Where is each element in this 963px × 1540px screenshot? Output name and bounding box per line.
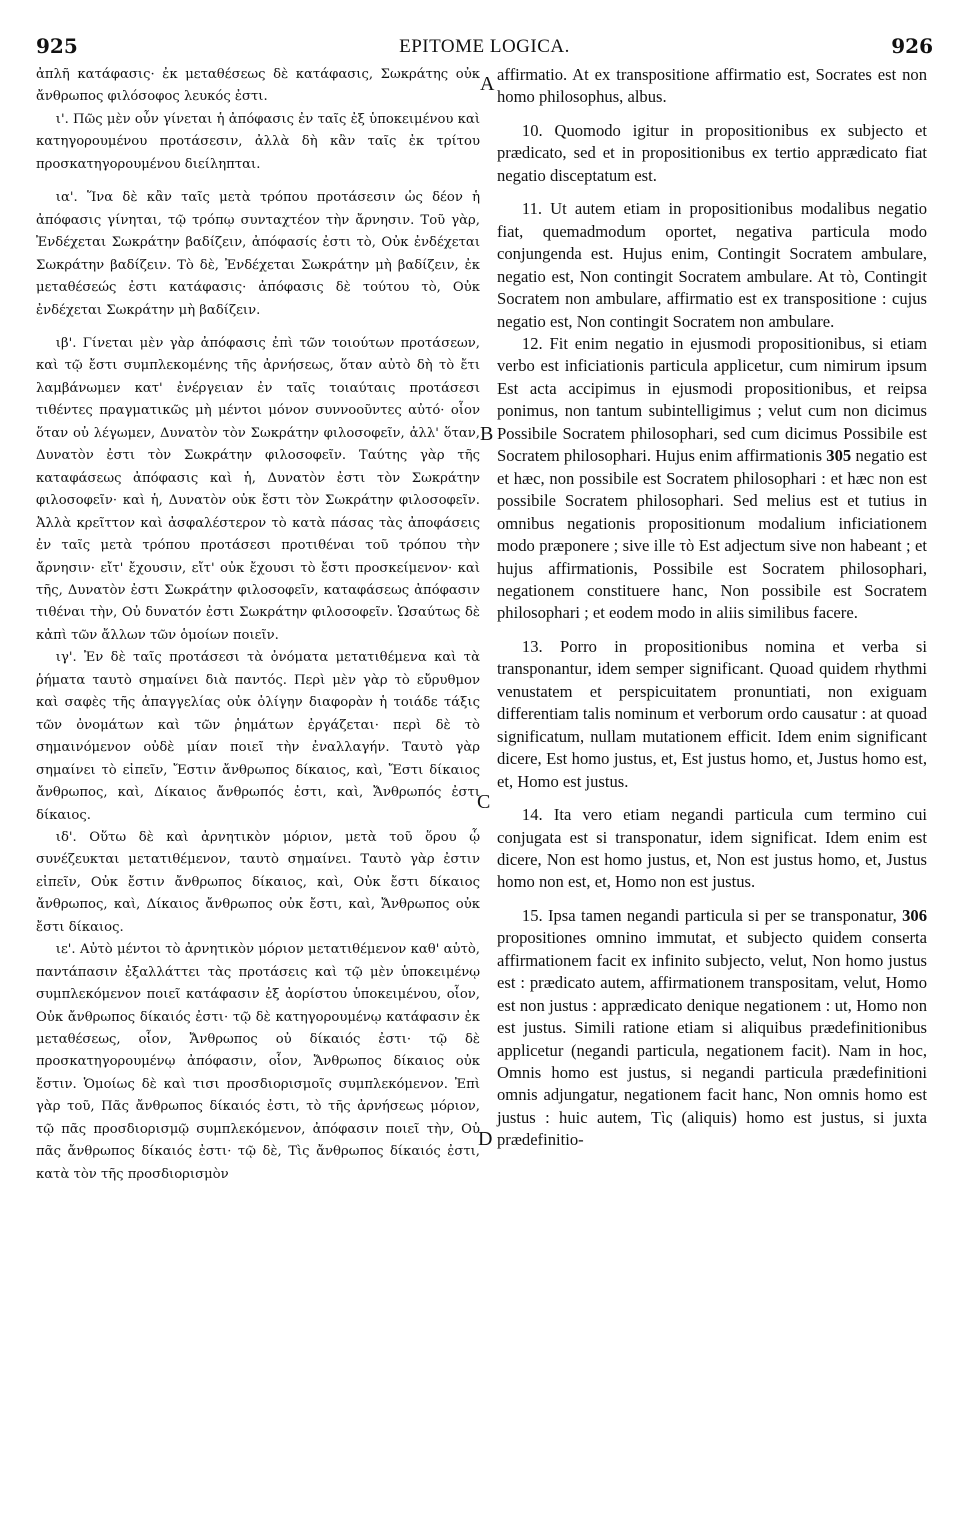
- greek-paragraph: ιε'. Αὐτὸ μέντοι τὸ ἀρνητικὸν μόριον μετατιθέμενον καθ' αὑτὸ, παντάπασιν ἐξαλλάττει τὰς προτάσεις καὶ τῷ μὲν ὑποκειμένῳ συμπλεκόμενον ποιεῖ κατάφασιν ἐξ ἀορίστου ὑποκειμένου, οἷον, Οὐκ ἄνθρωπος δίκαιός ἐστι· τῷ δὲ κατηγορουμένῳ κατάφασιν ἐκ μεταθέσεως, οἷον, Ἄνθρωπος οὐ δίκαιός ἐστι· τῷ δὲ προσκατηγορουμένῳ ἀπόφασιν, οἷον, Ἄνθρωπος δίκαιος οὐκ ἔστιν. Ὁμοίως δὲ καὶ τισι προσδιορισμοῖς συμπλεκόμενον. Ἐπὶ γὰρ τοῦ, Πᾶς ἄνθρωπος δίκαιός ἐστι, τὸ τῆς ἀρνήσεως μόριον, τῷ πᾶς προσδιορισμῷ συμπλεκόμενον, ἀπόφασιν ποιεῖ τὴν, Οὐ πᾶς ἄνθρωπος δίκαιός ἐστι· τῷ δὲ, Τὶς ἄνθρωπος δίκαιός ἐστι, κατὰ τὸν τῆς προσδιορισμὸν: [36, 942, 480, 1182]
- latin-paragraph: 10. Quomodo igitur in propositionibus ex subjecto et prædicato, sed et in propositionibus ex tertio apprædicato fiat negatio disceptatum est.: [497, 120, 927, 185]
- running-header: [36, 34, 933, 62]
- latin-paragraph: [497, 905, 927, 1152]
- greek-paragraph: ἀπλῆ κατάφασις· ἐκ μεταθέσεως δὲ κατάφασις, Σωκράτης οὐκ ἄνθρωπος φιλόσοφος λευκός ἐστι.: [36, 67, 480, 105]
- latin-paragraph: [497, 333, 927, 625]
- margin-letter-b: B: [480, 423, 494, 445]
- greek-paragraph: ιβ'. Γίνεται μὲν γὰρ ἀπόφασις ἐπὶ τῶν τοιούτων προτάσεων, καὶ τῷ ἔστι συμπλεκομένης τῆς ἀρνήσεως, ὅταν αὐτὸ δὴ τὸ ἔτι λαμβάνωμεν κατ' ἐνέργειαν ἐν ταῖς τοιαύταις προτάσεσι τιθέντες πραγματικῶς μὴ μέντοι μόνον συννοοῦντες αὐτό· οἷον ὅταν οὐ λέγωμεν, Δυνατὸν τὸν Σωκράτην φιλοσοφεῖν, ἀλλ' ὅταν, Δυνατὸν ἐστι τὸν Σωκράτην φιλοσοφεῖν. Ταύτης γὰρ τῆς καταφάσεως ἀπόφασις καὶ ἡ, Δυνατὸν ἐστι τὸν Σωκράτην φιλοσοφεῖν· καὶ ἡ, Δυνατὸν οὐκ ἔστι τὸν Σωκράτην φιλοσοφεῖν. Ἀλλὰ κρεῖττον καὶ ἀσφαλέστερον τὸ κατὰ πάσας τὰς ἀποφάσεις ἐν ταῖς μετὰ τρόπου προτάσεσι προτιθέναι τοῦ τρόπου τὴν ἄρνησιν· εἴτ' ἔχουσιν, εἴτ' οὐκ ἔχουσι τὸ ἔστι προσκείμενον· καὶ τῆς, Δυνατὸν ἐστι Σωκράτην φιλοσοφεῖν, καταφάσεως ἀπόφασιν τιθέναι τὴν, Οὐ δυνατόν ἐστι Σωκράτην φιλοσοφεῖν. Ὡσαύτως δὲ κἀπὶ τῶν ἄλλων τῶν ὁμοίων ποιεῖν.: [36, 335, 480, 643]
- latin-column: [497, 64, 927, 1152]
- latin-paragraph: 13. Porro in propositionibus nomina et verba si transponantur, idem semper significant. Quoad quidem rhythmi venustatem et perspicuitatem pronuntiati, non exiguam differentiam talis nominum et verborum ordo causatur : at quoad significatum, nullam mutationem efficit. Idem enim significant dicere, Est homo justus, et, Est justus homo, et, Justus homo est, et, Homo est justus.: [497, 636, 927, 791]
- greek-column: [36, 64, 480, 1186]
- greek-paragraph: ιγ'. Ἐν δὲ ταῖς προτάσεσι τὰ ὀνόματα μετατιθέμενα καὶ τὰ ῥήματα ταυτὸ σημαίνει διὰ παντός. Περὶ μὲν γὰρ τὸ εὔρυθμον καὶ σαφὲς τῆς ἀπαγγελίας οὐκ ὀλίγην διαφορὰν ἡ τοιάδε τάξις τῶν ὀνομάτων καὶ τῶν ῥημάτων ἐργάζεται· περὶ δὲ τὸ σημαινόμενον οὐδὲ μίαν ποιεῖ τὴν ἐναλλαγήν. Ταυτὸ γὰρ σημαίνει τὸ εἰπεῖν, Ἔστιν ἄνθρωπος δίκαιος, καὶ, Ἔστι δίκαιος ἄνθρωπος, καὶ, Δίκαιος ἄνθρωπός ἐστι, καὶ, Ἄνθρωπός ἐστι δίκαιος.: [36, 650, 480, 823]
- margin-letter-c: C: [477, 791, 491, 813]
- latin-text: 12. Fit enim negatio in ejusmodi propositionibus, si etiam verbo est inficiationis particula applicetur, cum nimirum ipsum Est acta accipimus in ejusmodi propositionibus, et reipsa ponimus, non tantum subintelligimus ; velut cum non dicimus Possibile Socratem philosophari, sed cum dicimus Possibile est Socratem philosophari. Hujus enim affirmationis: [497, 333, 927, 466]
- greek-paragraph: ι'. Πῶς μὲν οὖν γίνεται ἡ ἀπόφασις ἐν ταῖς ἐξ ὑποκειμένου καὶ κατηγορουμένου προτάσεσιν, ἀλλὰ δὴ κἂν ταῖς ἐκ τρίτου προσκατηγορουμένου διείληπται.: [36, 111, 480, 172]
- latin-paragraph: 11. Ut autem etiam in propositionibus modalibus negatio fiat, quemadmodum oportet, negativa particula modo conjungenda est. Hujus enim, Contingit Socratem ambulare, negatio est, Non contingit Socratem ambulare. At τὸ, Contingit Socratem non ambulare, affirmatio est ex transpositione : cujus negatio est, Non contingit Socratem non ambulare.: [497, 199, 927, 331]
- margin-letter-a: A: [480, 73, 495, 95]
- latin-text: propositiones omnino immutat, et subjecto quidem conserta affirmationem facit ex infinito subjecto, velut, Non homo justus est : prædicato autem, affirmationem transpositam, velut, Homo est non justus : apprædicato denique negationem : ut, Homo non est justus. Simili ratione etiam si aliquibus prædefinitionibus applicetur (negandi particula, negationem facit). Nam in hoc, Omnis homo est justus, si negandi particula prædefinitioni omnis adjungatur, negationem facit hanc, Non omnis homo est justus : huic autem, Τὶς (aliquis) homo est justus, si juxta prædefinitio-: [497, 928, 927, 1150]
- greek-paragraph: ια'. Ἵνα δὲ κἂν ταῖς μετὰ τρόπου προτάσεσιν ὡς δέον ἡ ἀπόφασις γίνηται, τῷ τρόπῳ συνταχτέον τὴν ἄρνησιν. Τοῦ γὰρ, Ἐνδέχεται Σωκράτην βαδίζειν, ἀπόφασίς ἐστι τὸ, Οὐκ ἐνδέχεται Σωκράτην βαδίζειν. Τὸ δὲ, Ἐνδέχεται Σωκράτην μὴ βαδίζειν, ἐκ μεταθέσεώς ἐστι κατάφασις· ἀπόφασις δὲ τούτου τὸ, Οὐκ ἐνδέχεται Σωκράτην μὴ βαδίζειν.: [36, 190, 480, 318]
- column-reference: 305: [826, 446, 852, 466]
- latin-text: negatio est et hæc, non possibile est Socratem philosophari : et hæc non est possibile Socratem philosophari. Sed melius est et tutius in omnibus negationis propositionum modalium inficiationem modo præponere ; sive ille τὸ Est adjectum sive non habeant ; et hujus affirmationis, Possibile est Socratem philosophari, negationem constituere hanc, Non possibile est Socratem philosophari ; et eodem modo in aliis similibus facere.: [497, 446, 927, 623]
- column-reference: 306: [902, 905, 927, 925]
- greek-paragraph: ιδ'. Οὕτω δὲ καὶ ἀρνητικὸν μόριον, μετὰ τοῦ ὅρου ᾧ συνέζευκται μετατιθέμενον, ταυτὸ σημαίνει. Ταυτὸ γὰρ ἐστιν εἰπεῖν, Οὐκ ἔστιν ἄνθρωπος δίκαιος, καὶ, Οὐκ ἔστι δίκαιος ἄνθρωπος, καὶ, Δίκαιος ἄνθρωπος οὐκ ἔστι, καὶ, Ἄνθρωπος οὐκ ἔστι δίκαιος.: [36, 829, 480, 935]
- latin-paragraph: 14. Ita vero etiam negandi particula cum termino cui conjugata est si transponatur, idem significat. Idem enim est dicere, Non est homo justus, et, Non est justus homo, et, Justus homo non est, et, Homo non est justus.: [497, 805, 927, 892]
- latin-text: 15. Ipsa tamen negandi particula si per se transponatur,: [521, 905, 897, 925]
- left-column-number: 925: [36, 34, 78, 58]
- right-column-number: 926: [891, 34, 933, 58]
- latin-paragraph: affirmatio. At ex transpositione affirmatio est, Socrates est non homo philosophus, albus.: [497, 65, 927, 107]
- margin-letter-d: D: [478, 1128, 493, 1150]
- running-title: EPITOME LOGICA.: [399, 36, 570, 57]
